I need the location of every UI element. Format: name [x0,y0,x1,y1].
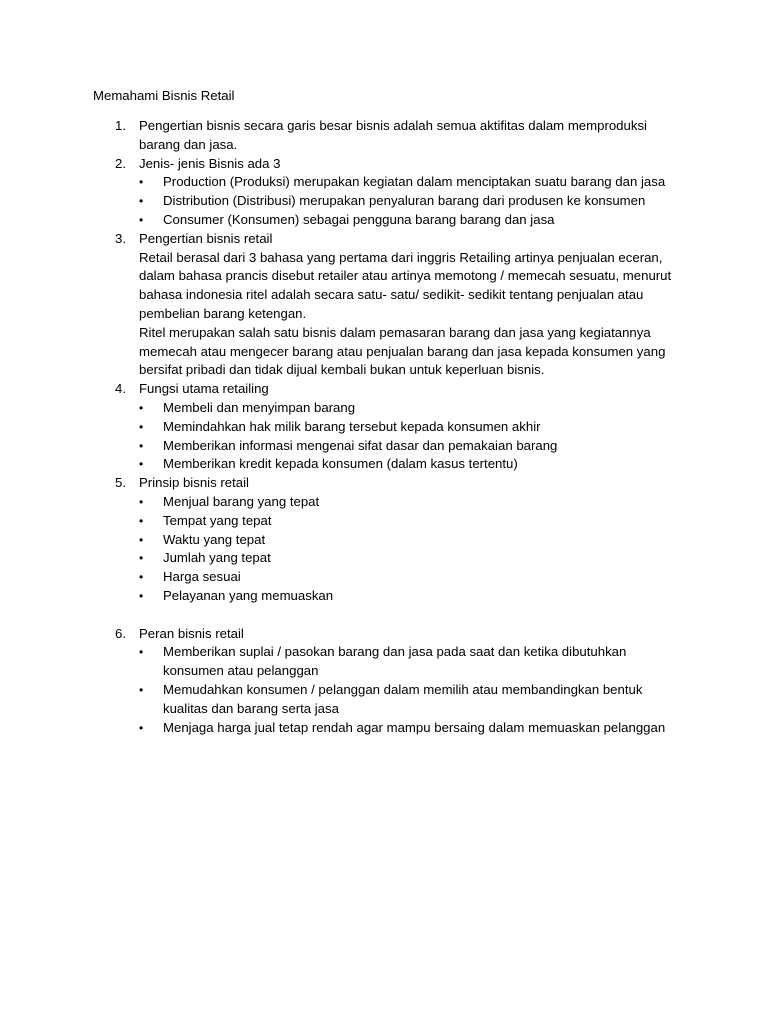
list-item-text [139,625,679,644]
bullet-item [0,549,768,568]
text-line: Prinsip bisnis retail [139,475,249,491]
bullet-text [163,681,768,719]
bullet-text [163,192,768,211]
list-number: 4. [115,381,126,397]
bullet-icon: • [139,720,144,735]
bullet-item [0,455,768,474]
text-line: Menjual barang yang tepat [163,493,320,509]
bullet-text [163,512,768,531]
bullet-item [0,719,768,738]
list-item-text [139,380,679,399]
text-line: Pengertian bisnis secara garis besar bisnis adalah semua aktifitas dalam memproduksi [139,118,647,133]
bullet-item [0,418,768,437]
list-item-text [139,155,679,174]
bullet-item [0,493,768,512]
list-number: 1. [115,118,126,133]
text-line: Jumlah yang tepat [163,550,271,566]
text-line: konsumen atau pelanggan [163,663,319,679]
bullet-item [0,643,768,681]
bullet-icon: • [139,588,144,603]
bullet-icon: • [139,513,144,528]
text-line: memecah atau mengecer barang atau penjualan barang dan jasa kepada konsumen yang [139,343,666,359]
text-line: Memindahkan hak milik barang tersebut kepada konsumen akhir [163,418,541,434]
text-line: Tempat yang tepat [163,512,272,528]
bullet-text [163,568,768,587]
bullet-icon: • [139,532,144,547]
bullet-item [0,587,768,606]
list-item [0,155,768,230]
bullet-item [0,173,768,192]
list-item-text [139,117,679,155]
text-line: Peran bisnis retail [139,625,244,641]
bullet-icon: • [139,194,144,209]
text-line: kualitas dan barang serta jasa [163,700,339,716]
list-item [0,380,768,474]
bullet-text [163,719,768,738]
bullet-item [0,512,768,531]
text-line: dalam bahasa prancis disebut retailer atau artinya memotong / memecah sesuatu, menurut [139,268,672,284]
list-item [0,474,768,624]
bullet-icon: • [139,494,144,509]
document-title: Memahami Bisnis Retail [93,88,235,103]
text-line: Memberikan suplai / pasokan barang dan jasa pada saat dan ketika dibutuhkan [163,644,627,660]
list-item-text [139,230,679,380]
bullet-text [163,531,768,550]
text-line: Menjaga harga jual tetap rendah agar mampu bersaing dalam memuaskan pelanggan [163,719,666,735]
bullet-icon: • [139,457,144,472]
text-line: bahasa indonesia ritel adalah secara satu- satu/ sedikit- sedikit tentang penjualan atau [139,287,644,303]
text-line: Pengertian bisnis retail [139,230,273,246]
text-line: Jenis- jenis Bisnis ada 3 [139,155,281,171]
text-line: Harga sesuai [163,569,241,585]
bullet-icon: • [139,212,144,227]
list-number: 3. [115,230,126,246]
bullet-item [0,399,768,418]
bullet-item [0,531,768,550]
bullet-text [163,455,768,474]
text-line: Consumer (Konsumen) sebagai pengguna barang barang dan jasa [163,211,555,227]
text-line: Waktu yang tepat [163,531,266,547]
bullet-text [163,437,768,456]
text-line: Distribution (Distribusi) merupakan penyaluran barang dari produsen ke konsumen [163,193,646,209]
text-line: Production (Produksi) merupakan kegiatan dalam menciptakan suatu barang dan jasa [163,174,666,190]
bullet-text [163,418,768,437]
blank-line [0,606,768,625]
bullet-item [0,211,768,230]
text-line: Membeli dan menyimpan barang [163,399,356,415]
list-item-text [139,474,679,493]
bullet-text [163,173,768,192]
bullet-icon: • [139,419,144,434]
list-number: 5. [115,475,126,491]
text-line: Memudahkan konsumen / pelanggan dalam memilih atau membandingkan bentuk [163,681,643,697]
bullet-text [163,399,768,418]
bullet-icon: • [139,570,144,585]
list-number: 6. [115,625,126,641]
bullet-item [0,681,768,719]
bullet-item [0,568,768,587]
bullet-icon: • [139,438,144,453]
bullet-icon: • [139,682,144,697]
list-item [0,230,768,380]
bullet-icon: • [139,400,144,415]
bullet-text [163,549,768,568]
bullet-text [163,643,768,681]
text-line: Ritel merupakan salah satu bisnis dalam pemasaran barang dan jasa yang kegiatannya [139,324,651,340]
bullet-icon: • [139,551,144,566]
text-line: Fungsi utama retailing [139,381,269,397]
text-line: Pelayanan yang memuaskan [163,587,334,603]
text-line: bersifat pribadi dan tidak dijual kembali bukan untuk keperluan bisnis. [139,362,545,378]
list-item [0,625,768,738]
bullet-item [0,437,768,456]
text-line: barang dan jasa. [139,136,238,152]
text-line: Memberikan kredit kepada konsumen (dalam kasus tertentu) [163,456,518,472]
bullet-text [163,587,768,606]
bullet-icon: • [139,645,144,660]
bullet-text [163,493,768,512]
text-line: pembelian barang ketengan. [139,305,307,321]
text-line: Retail berasal dari 3 bahasa yang pertama dari inggris Retailing artinya penjualan eceran, [139,249,663,265]
bullet-icon: • [139,175,144,190]
bullet-text [163,211,768,230]
list-item [0,117,768,155]
numbered-list [0,117,768,737]
bullet-item [0,192,768,211]
text-line: Memberikan informasi mengenai sifat dasar dan pemakaian barang [163,437,558,453]
list-number: 2. [115,155,126,171]
